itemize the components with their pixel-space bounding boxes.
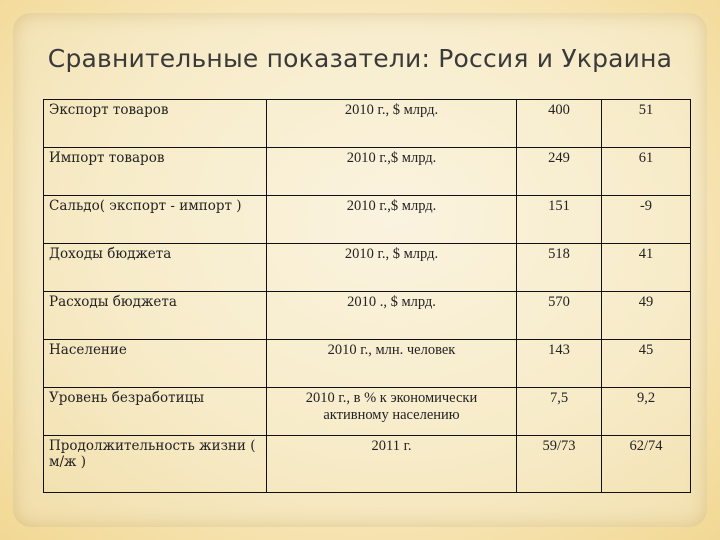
russia-value: 570: [517, 292, 602, 340]
ukraine-value: 41: [602, 244, 691, 292]
indicator-unit: 2010 г.,$ млрд.: [267, 196, 517, 244]
ukraine-value: 61: [602, 148, 691, 196]
russia-value: 518: [517, 244, 602, 292]
ukraine-value: 45: [602, 340, 691, 388]
russia-value: 249: [517, 148, 602, 196]
indicator-unit: 2011 г.: [267, 436, 517, 493]
russia-value: 7,5: [517, 388, 602, 436]
indicator-name: Уровень безработицы: [44, 388, 267, 436]
table-row: [44, 244, 691, 292]
indicator-name: Экспорт товаров: [44, 100, 267, 148]
table-row: [44, 340, 691, 388]
indicator-unit: 2010 г., млн. человек: [267, 340, 517, 388]
comparison-table: [43, 99, 691, 493]
table-row: [44, 148, 691, 196]
indicator-name: Доходы бюджета: [44, 244, 267, 292]
table-row: [44, 100, 691, 148]
indicator-unit: 2010 г., $ млрд.: [267, 244, 517, 292]
indicator-name: Население: [44, 340, 267, 388]
ukraine-value: 9,2: [602, 388, 691, 436]
ukraine-value: -9: [602, 196, 691, 244]
russia-value: 59/73: [517, 436, 602, 493]
table-row: [44, 436, 691, 493]
slide-title: Сравнительные показатели: Россия и Украина: [47, 44, 673, 73]
ukraine-value: 51: [602, 100, 691, 148]
indicator-unit: 2010 г., $ млрд.: [267, 100, 517, 148]
ukraine-value: 49: [602, 292, 691, 340]
indicator-unit: 2010 ., $ млрд.: [267, 292, 517, 340]
russia-value: 143: [517, 340, 602, 388]
indicator-name: Продолжительность жизни ( м/ж ): [44, 436, 267, 493]
indicator-unit: 2010 г.,$ млрд.: [267, 148, 517, 196]
table-row: [44, 196, 691, 244]
indicator-name: Импорт товаров: [44, 148, 267, 196]
indicator-name: Расходы бюджета: [44, 292, 267, 340]
indicator-unit: 2010 г., в % к экономически активному населению: [267, 388, 517, 436]
russia-value: 400: [517, 100, 602, 148]
indicator-name: Сальдо( экспорт - импорт ): [44, 196, 267, 244]
russia-value: 151: [517, 196, 602, 244]
ukraine-value: 62/74: [602, 436, 691, 493]
table-row: [44, 388, 691, 436]
table-row: [44, 292, 691, 340]
